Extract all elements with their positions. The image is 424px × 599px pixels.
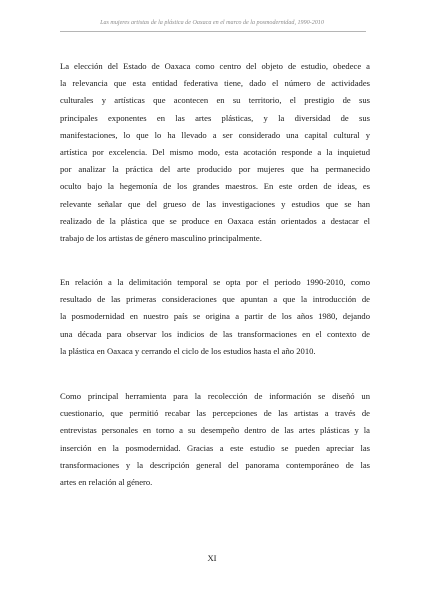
text-line: artes en relación al género. xyxy=(60,476,153,487)
text-line: inserción en la posmodernidad. Gracias a este estudio se pueden apreciar las xyxy=(60,442,370,453)
text-line: la relevancia que esta entidad federativa tiene, dado el número de actividades xyxy=(60,78,370,89)
text-line: transformaciones y la descripción general del panorama contemporáneo de las xyxy=(60,459,370,470)
text-line: artística por excelencia. Del mismo modo, esta acotación responde a la inquietud xyxy=(60,146,370,157)
text-line: culturales y artísticas que acontecen en su territorio, el prestigio de sus xyxy=(60,95,370,106)
running-header: Las mujeres artistas de la plástica de Oaxaca en el marco de la posmodernidad, 1990-2010 xyxy=(100,20,324,26)
text-line: por analizar la práctica del arte producido por mujeres que ha permanecido xyxy=(60,164,370,175)
text-line: cuestionario, que permitió recabar las percepciones de las artistas a través de xyxy=(60,408,370,419)
paragraph-state-selection xyxy=(60,58,370,247)
text-line: realizado de la plástica que se produce en Oaxaca están orientados a destacar el xyxy=(60,215,370,226)
text-line: resultado de las primeras consideraciones que apuntan a que la introducción de xyxy=(60,294,370,305)
text-line: la posmodernidad en nuestro país se origina a partir de los años 1980, dejando xyxy=(60,311,370,322)
text-line: trabajo de los artistas de género masculino principalmente. xyxy=(60,232,262,243)
text-line: La elección del Estado de Oaxaca como centro del objeto de estudio, obedece a xyxy=(60,61,370,71)
paragraph-temporal-delimitation xyxy=(60,274,370,360)
text-line: Como principal herramienta para la recolección de información se diseñó un xyxy=(60,391,370,401)
text-line: principales exponentes en las artes plásticas, y la diversidad de sus xyxy=(60,112,370,123)
text-line: entrevistas personales en torno a su desempeño dentro de las artes plásticas y la xyxy=(60,425,370,436)
paragraph-methodology xyxy=(60,388,370,491)
text-line: oculto bajo la hegemonía de los grandes maestros. En este orden de ideas, es xyxy=(60,181,370,192)
text-line: manifestaciones, lo que lo ha llevado a ser considerado una capital cultural y xyxy=(60,129,370,140)
text-line: En relación a la delimitación temporal se opta por el periodo 1990-2010, como xyxy=(60,277,370,287)
text-line: una década para observar los indicios de las transformaciones en el contexto de xyxy=(60,328,370,339)
page-number: XI xyxy=(207,553,217,563)
header-rule xyxy=(60,31,366,32)
text-line: la plástica en Oaxaca y cerrando el ciclo de los estudios hasta el año 2010. xyxy=(60,345,316,356)
text-line: relevante señalar que del grueso de las investigaciones y estudios que se han xyxy=(60,198,370,209)
